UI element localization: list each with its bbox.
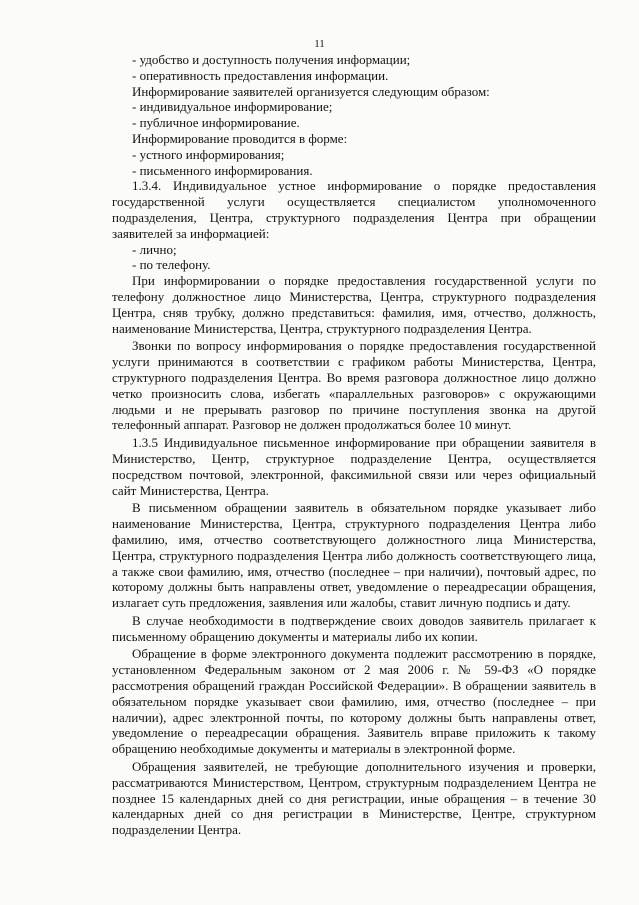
list-item: - устного информирования; [132, 146, 285, 162]
list-item: - по телефону. [132, 257, 211, 273]
list-item: - оперативность предоставления информации. [132, 67, 389, 83]
list-item: - лично; [132, 241, 177, 257]
paragraph-calls: Звонки по вопросу информирования о порядке предоставления государственной услуги принимаются в соответствии с графиком работы Министерства, Центра, структурного подразделения Центра. Во время разговора должностное лицо должно четко произносить слова, избегать «параллельных разговоров» с окружающими людьми и не прерывать разговор по причине поступления звонка на другой телефонный аппарат. Разговор не должен продолжаться более 10 минут. [112, 338, 596, 433]
list-intro-line: Информирование заявителей организуется следующим образом: [132, 83, 490, 99]
paragraph-1-3-4: 1.3.4. Индивидуальное устное информирование о порядке предоставления государственной услуги осуществляется специалистом уполномоченного подразделения, Центра, структурного подразделения Центра при обращении заявителей за информацией: [112, 178, 596, 241]
paragraph-supporting-docs: В случае необходимости в подтверждение своих доводов заявитель прилагает к письменному обращению документы и материалы либо их копии. [112, 612, 596, 644]
list-item: - индивидуальное информирование; [132, 99, 333, 115]
list-item: - удобство и доступность получения информации; [132, 52, 411, 67]
list-intro-line: Информирование проводится в форме: [132, 130, 348, 146]
list-item: - письменного информирования. [132, 162, 313, 178]
document-body [112, 52, 596, 838]
paragraph-1-3-5: 1.3.5 Индивидуальное письменное информирование при обращении заявителя в Министерство, Центр, структурное подразделение Центра, осуществляется посредством почтовой, электронной, факсимильной связи или через официальный сайт Министерства, Центра. [112, 435, 596, 498]
paragraph-phone-info: При информировании о порядке предоставления государственной услуги по телефону должностное лицо Министерства, Центра, структурного подразделения Центра, сняв трубку, должно представиться: фамилия, имя, отчество, должность, наименование Министерства, Центра, структурного подразделения Центра. [112, 273, 596, 336]
paragraph-written-appeal: В письменном обращении заявитель в обязательном порядке указывает либо наименование Министерства, Центра, структурного подразделения Центра либо фамилию, имя, отчество соответствующего должностного лица Министерства, Центра, структурного подразделения Центра либо должность соответствующего лица, а также свои фамилию, имя, отчество (последнее – при наличии), почтовый адрес, по которому должны быть направлены ответ, уведомление о переадресации обращения, излагает суть предложения, заявления или жалобы, ставит личную подпись и дату. [112, 500, 596, 611]
page-number: 11 [314, 38, 325, 50]
list-item: - публичное информирование. [132, 115, 300, 131]
paragraph-review-terms: Обращения заявителей, не требующие дополнительного изучения и проверки, рассматриваются Министерством, Центром, структурным подразделением Центра не позднее 15 календарных дней со дня регистрации, иные обращения – в течение 30 календарных дней со дня регистрации в Министерстве, Центре, структурном подразделении Центра. [112, 759, 596, 838]
paragraph-electronic-appeal: Обращение в форме электронного документа подлежит рассмотрению в порядке, установленном Федеральным законом от 2 мая 2006 г. № 59-ФЗ «О порядке рассмотрения обращений граждан Российской Федерации». В обращении заявитель в обязательном порядке указывает свои фамилию, имя, отчество (последнее – при наличии), адрес электронной почты, по которому должны быть направлены ответ, уведомление о переадресации обращения. Заявитель вправе приложить к такому обращению необходимые документы и материалы в электронной форме. [112, 646, 596, 757]
